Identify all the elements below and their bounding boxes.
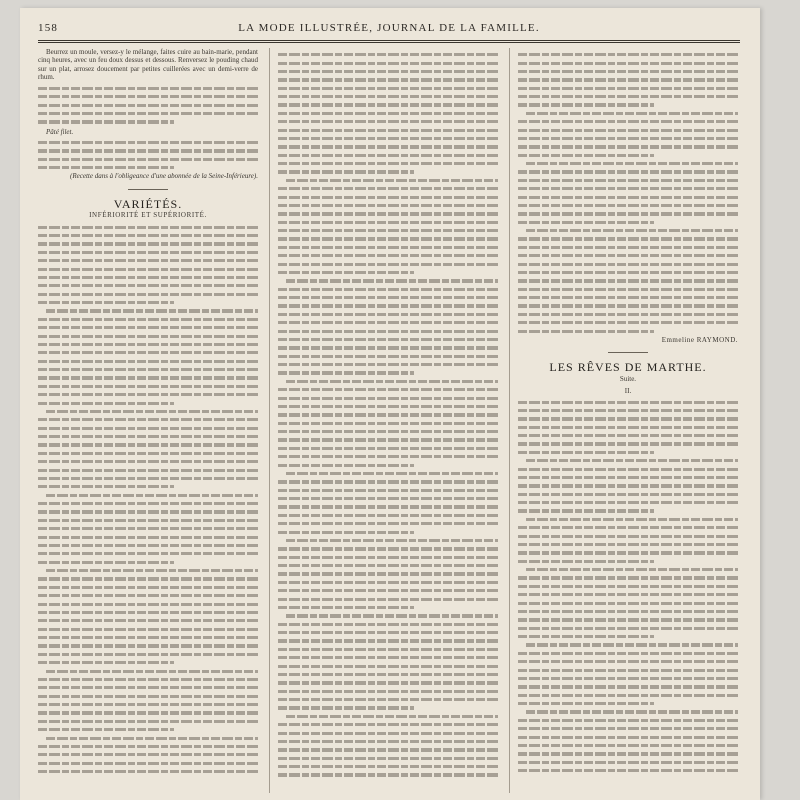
- text-line: [38, 276, 258, 279]
- text-line: [286, 179, 498, 182]
- text-line: [278, 355, 498, 358]
- text-line: [278, 572, 498, 575]
- text-line: [278, 221, 498, 224]
- text-line: [278, 204, 498, 207]
- text-line: [38, 745, 258, 748]
- text-line: [38, 87, 258, 90]
- text-line: [38, 469, 258, 472]
- text-line: [278, 497, 498, 500]
- text-line: [518, 321, 738, 324]
- body-text-lines: [278, 53, 498, 776]
- text-line: [38, 318, 258, 321]
- text-line: [278, 455, 498, 458]
- text-line: [518, 451, 654, 454]
- text-line: [38, 561, 174, 564]
- text-line: [278, 154, 498, 157]
- header-rule: [38, 40, 740, 43]
- text-line: [38, 326, 258, 329]
- text-line: [38, 477, 258, 480]
- text-line: [518, 145, 738, 148]
- text-line: [278, 765, 498, 768]
- text-line: [526, 162, 738, 165]
- text-line: [278, 480, 498, 483]
- text-line: [518, 727, 738, 730]
- text-line: [518, 279, 738, 282]
- text-line: [38, 234, 258, 237]
- text-line: [278, 263, 498, 266]
- text-line: [38, 644, 258, 647]
- text-line: [518, 610, 738, 613]
- text-line: [278, 505, 498, 508]
- text-line: [278, 229, 498, 232]
- text-line: [278, 271, 414, 274]
- text-line: [518, 103, 654, 106]
- recipe-heading: Pâté filet.: [46, 127, 74, 136]
- text-line: [38, 158, 258, 161]
- text-line: [518, 719, 738, 722]
- text-line: [278, 673, 498, 676]
- text-line: [278, 639, 498, 642]
- text-line: [38, 166, 174, 169]
- text-line: [518, 137, 738, 140]
- text-line: [518, 434, 738, 437]
- text-line: [38, 385, 258, 388]
- text-line: [38, 259, 258, 262]
- text-line: [518, 602, 738, 605]
- text-line: [38, 301, 174, 304]
- text-line: [38, 418, 258, 421]
- text-line: [526, 112, 738, 115]
- text-line: [38, 335, 258, 338]
- text-line: [278, 397, 498, 400]
- text-line: [38, 435, 258, 438]
- text-line: [526, 710, 738, 713]
- text-line: [278, 346, 498, 349]
- text-line: [38, 293, 258, 296]
- text-line: [278, 723, 498, 726]
- text-line: [278, 606, 414, 609]
- text-line: [278, 78, 498, 81]
- text-line: [278, 514, 498, 517]
- text-line: [278, 170, 414, 173]
- text-line: [278, 648, 498, 651]
- text-line: [278, 681, 498, 684]
- text-line: [278, 120, 498, 123]
- body-text-lines: [38, 226, 258, 774]
- text-line: [526, 229, 738, 232]
- text-line: [278, 581, 498, 584]
- text-line: [518, 330, 654, 333]
- text-line: [518, 196, 738, 199]
- text-line: [518, 535, 738, 538]
- text-line: [518, 702, 654, 705]
- text-line: [278, 70, 498, 73]
- text-line: [278, 187, 498, 190]
- text-line: [518, 509, 654, 512]
- text-line: [278, 129, 498, 132]
- text-line: [518, 62, 738, 65]
- text-line: [278, 254, 498, 257]
- text-line: [38, 611, 258, 614]
- text-line: [278, 430, 498, 433]
- text-line: [518, 685, 738, 688]
- text-line: [38, 603, 258, 606]
- text-line: [278, 438, 498, 441]
- text-line: [518, 237, 738, 240]
- text-line: [518, 576, 738, 579]
- text-line: [278, 405, 498, 408]
- text-line: [518, 401, 738, 404]
- text-line: [518, 409, 738, 412]
- text-line: [518, 660, 738, 663]
- text-line: [518, 585, 738, 588]
- text-line: [38, 104, 258, 107]
- text-line: [278, 522, 498, 525]
- text-line: [38, 552, 258, 555]
- text-line: [518, 78, 738, 81]
- text-line: [278, 447, 498, 450]
- text-line: [46, 309, 258, 312]
- text-line: [278, 547, 498, 550]
- text-line: [278, 631, 498, 634]
- text-line: [518, 442, 738, 445]
- text-line: [518, 304, 738, 307]
- text-line: [38, 95, 258, 98]
- text-line: [278, 330, 498, 333]
- text-line: [38, 720, 258, 723]
- text-line: [38, 519, 258, 522]
- text-line: [518, 744, 738, 747]
- text-line: [38, 393, 258, 396]
- text-line: [286, 279, 498, 282]
- text-line: [38, 120, 174, 123]
- text-line: [38, 678, 258, 681]
- text-line: [38, 452, 258, 455]
- text-line: [38, 284, 258, 287]
- text-line: [518, 752, 738, 755]
- text-line: [38, 149, 258, 152]
- text-line: [278, 589, 498, 592]
- recipe-credit: (Recette dans à l'obligeance d'une abonnée de la Seine-Inférieure).: [70, 172, 258, 181]
- text-line: [518, 53, 738, 56]
- text-line: [38, 376, 258, 379]
- text-line: [526, 459, 738, 462]
- text-line: [46, 737, 258, 740]
- text-line: [518, 761, 738, 764]
- text-line: [518, 560, 654, 563]
- section-subtitle: INFÉRIORITÉ ET SUPÉRIORITÉ.: [89, 211, 207, 220]
- text-line: [518, 493, 738, 496]
- text-line: [38, 402, 174, 405]
- text-line: [278, 748, 498, 751]
- text-line: [278, 665, 498, 668]
- text-line: [38, 661, 174, 664]
- text-line: [518, 593, 738, 596]
- text-line: [286, 380, 498, 383]
- text-line: [278, 413, 498, 416]
- section-title: VARIÉTÉS.: [113, 196, 183, 211]
- text-line: [278, 740, 498, 743]
- text-line: [278, 112, 498, 115]
- text-line: [38, 268, 258, 271]
- column-divider: [269, 48, 270, 793]
- text-line: [38, 703, 258, 706]
- text-line: [38, 619, 258, 622]
- text-line: [518, 170, 738, 173]
- text-line: [38, 594, 258, 597]
- text-line: [38, 485, 174, 488]
- text-line: [286, 539, 498, 542]
- article-signature: Emmeline RAYMOND.: [661, 335, 738, 344]
- text-line: [38, 636, 258, 639]
- text-line: [518, 296, 738, 299]
- text-line: [38, 628, 258, 631]
- text-line: [518, 129, 738, 132]
- text-line: [278, 304, 498, 307]
- text-line: [518, 736, 738, 739]
- text-line: [278, 62, 498, 65]
- journal-page: [20, 8, 760, 800]
- body-text-lines: [38, 141, 258, 169]
- text-line: [38, 653, 258, 656]
- text-line: [38, 711, 258, 714]
- text-line: [278, 313, 498, 316]
- text-line: [526, 643, 738, 646]
- text-line: [278, 363, 498, 366]
- text-line: [278, 196, 498, 199]
- text-line: [38, 443, 258, 446]
- column-divider: [509, 48, 510, 793]
- column-2: [278, 48, 498, 793]
- text-line: [278, 137, 498, 140]
- text-line: [278, 757, 498, 760]
- text-line: [38, 770, 258, 773]
- text-line: [38, 112, 258, 115]
- body-text-lines: [518, 401, 738, 773]
- text-line: [278, 623, 498, 626]
- section-separator: [608, 352, 648, 353]
- text-line: [278, 288, 498, 291]
- text-line: [38, 527, 258, 530]
- text-line: [38, 544, 258, 547]
- text-line: [278, 706, 414, 709]
- text-line: [518, 313, 738, 316]
- text-line: [38, 460, 258, 463]
- text-line: [38, 753, 258, 756]
- text-line: [518, 70, 738, 73]
- text-line: [518, 669, 738, 672]
- text-line: [518, 468, 738, 471]
- text-line: [38, 351, 258, 354]
- text-line: [518, 501, 738, 504]
- text-line: [38, 360, 258, 363]
- section-separator: [128, 189, 168, 190]
- column-1: [38, 48, 258, 793]
- text-line: [278, 87, 498, 90]
- text-line: [278, 53, 498, 56]
- page-number: 158: [38, 22, 59, 34]
- text-line: [278, 464, 414, 467]
- text-line: [278, 145, 498, 148]
- text-line: [278, 95, 498, 98]
- text-line: [518, 543, 738, 546]
- text-line: [278, 162, 498, 165]
- page-header: [38, 22, 740, 38]
- text-line: [518, 263, 738, 266]
- text-line: [518, 212, 738, 215]
- text-line: [278, 338, 498, 341]
- text-line: [518, 95, 738, 98]
- text-line: [46, 569, 258, 572]
- text-line: [518, 618, 738, 621]
- text-line: [38, 242, 258, 245]
- text-line: [518, 246, 738, 249]
- text-line: [278, 598, 498, 601]
- text-line: [518, 417, 738, 420]
- text-line: [518, 484, 738, 487]
- text-line: [286, 715, 498, 718]
- text-line: [38, 368, 258, 371]
- text-line: [278, 556, 498, 559]
- text-line: [278, 321, 498, 324]
- text-line: [38, 251, 258, 254]
- text-line: [518, 120, 738, 123]
- text-line: [518, 426, 738, 429]
- text-line: [286, 614, 498, 617]
- text-line: [38, 141, 258, 144]
- text-line: [518, 635, 654, 638]
- text-line: [278, 388, 498, 391]
- text-line: [278, 489, 498, 492]
- story-subtitle: Suite.: [619, 374, 637, 383]
- text-line: [278, 237, 498, 240]
- text-line: [38, 226, 258, 229]
- text-line: [278, 656, 498, 659]
- text-line: [38, 728, 174, 731]
- text-line: [278, 564, 498, 567]
- journal-title: LA MODE ILLUSTRÉE, JOURNAL DE LA FAMILLE.: [238, 22, 540, 34]
- text-line: [278, 296, 498, 299]
- text-line: [518, 154, 654, 157]
- text-line: [518, 271, 738, 274]
- text-line: [518, 677, 738, 680]
- story-title: LES RÊVES DE MARTHE.: [549, 360, 707, 375]
- text-line: [38, 343, 258, 346]
- column-3: [518, 48, 738, 793]
- body-text-lines: [38, 87, 258, 124]
- text-line: [38, 510, 258, 513]
- text-line: [526, 518, 738, 521]
- text-line: [518, 221, 654, 224]
- chapter-number: II.: [624, 386, 632, 395]
- text-line: [38, 577, 258, 580]
- text-line: [518, 288, 738, 291]
- text-line: [518, 627, 738, 630]
- text-line: [278, 531, 414, 534]
- text-line: [38, 762, 258, 765]
- text-line: [518, 476, 738, 479]
- text-line: [278, 246, 498, 249]
- text-line: [518, 254, 738, 257]
- text-line: [46, 670, 258, 673]
- text-line: [518, 204, 738, 207]
- text-line: [278, 371, 414, 374]
- text-line: [518, 526, 738, 529]
- text-line: [518, 179, 738, 182]
- text-line: [286, 472, 498, 475]
- text-line: [518, 652, 738, 655]
- text-line: [518, 551, 738, 554]
- recipe-text: Beurrez un moule, versez-y le mélange, faites cuire au bain-marie, pendant cinq heures, avec un feu doux dessus et dessous. Renversez le pouding chaud sur un plat, arrosez doucement par petites cuillerées avec un demi-verre de rhum.: [38, 48, 258, 82]
- text-line: [526, 568, 738, 571]
- text-line: [38, 686, 258, 689]
- text-line: [518, 694, 738, 697]
- text-line: [46, 494, 258, 497]
- text-line: [46, 410, 258, 413]
- text-line: [38, 536, 258, 539]
- text-line: [38, 502, 258, 505]
- text-line: [278, 732, 498, 735]
- text-line: [278, 212, 498, 215]
- text-line: [278, 690, 498, 693]
- text-line: [278, 422, 498, 425]
- text-line: [518, 87, 738, 90]
- text-line: [518, 187, 738, 190]
- text-line: [278, 773, 498, 776]
- text-line: [278, 103, 498, 106]
- text-line: [38, 427, 258, 430]
- text-line: [518, 769, 738, 772]
- text-line: [38, 695, 258, 698]
- body-text-lines: [518, 53, 738, 333]
- text-line: [278, 698, 498, 701]
- text-line: [38, 586, 258, 589]
